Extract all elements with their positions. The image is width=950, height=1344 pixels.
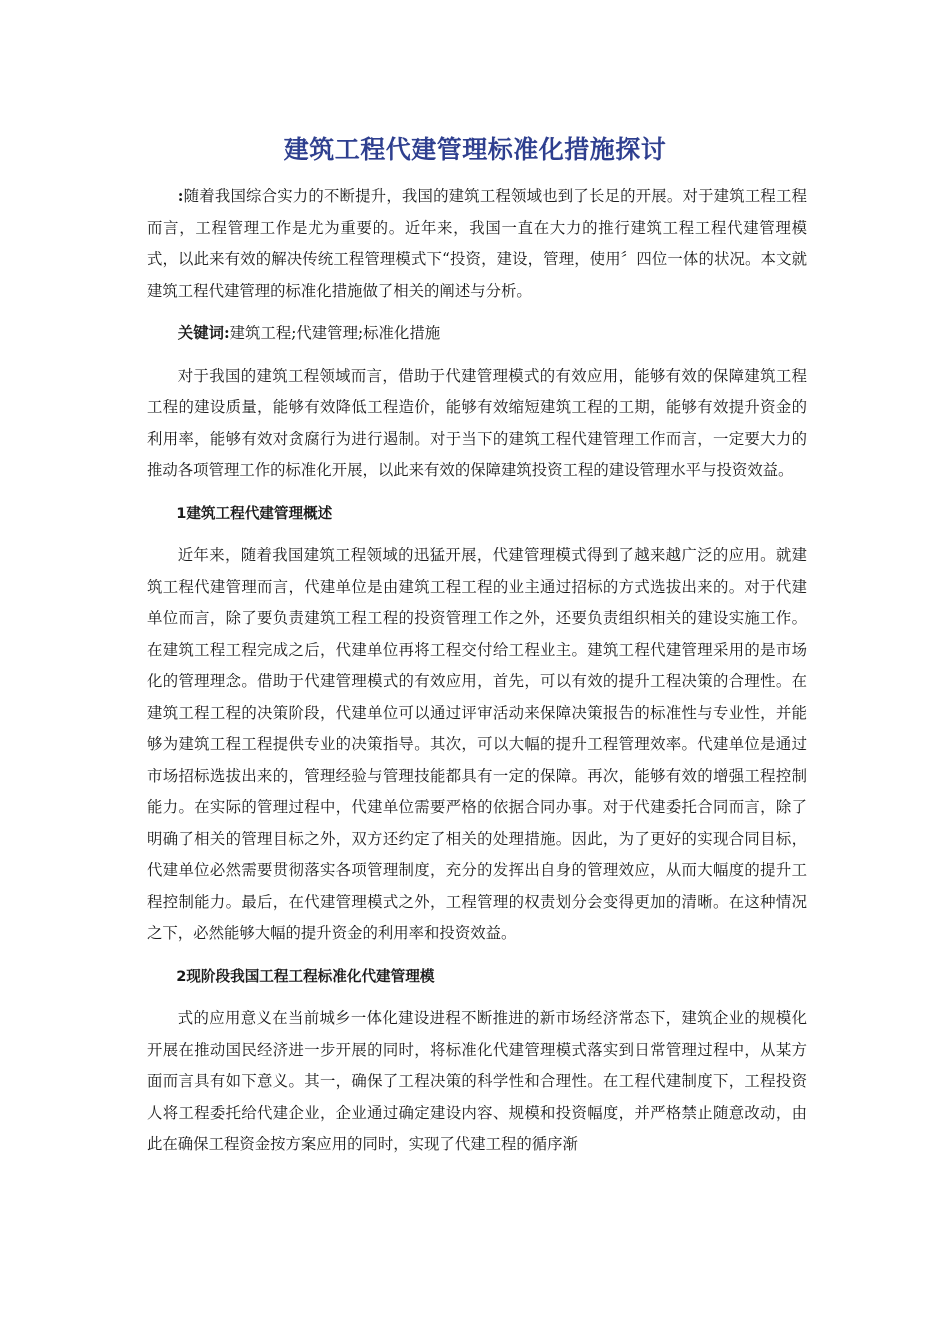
section-1-heading: 1建筑工程代建管理概述 [176,504,333,522]
keywords-text: 建筑工程;代建管理;标准化措施 [229,324,441,342]
abstract-paragraph [147,181,807,307]
keywords-label: 关键词: [177,324,230,342]
section-2-heading: 2现阶段我国工程工程标准化代建管理模 [176,967,435,985]
keywords-paragraph [147,318,807,350]
abstract-text: 随着我国综合实力的不断提升，我国的建筑工程领域也到了长足的开展。对于建筑工程工程而言，工程管理工作是尤为重要的。近年来，我国一直在大力的推行建筑工程工程代建管理模式，以此来有效的解决传统工程管理模式下“投资，建设，管理，使用〞四位一体的状况。本文就建筑工程代建管理的标准化措施做了相关的阐述与分析。 [147,187,807,300]
section-1-paragraph: 近年来，随着我国建筑工程领域的迅猛开展，代建管理模式得到了越来越广泛的应用。就建筑工程代建管理而言，代建单位是由建筑工程工程的业主通过招标的方式选拔出来的。对于代建单位而言，除了要负责建筑工程工程的投资管理工作之外，还要负责组织相关的建设实施工作。在建筑工程工程完成之后，代建单位再将工程交付给工程业主。建筑工程代建管理采用的是市场化的管理理念。借助于代建管理模式的有效应用，首先，可以有效的提升工程决策的合理性。在建筑工程工程的决策阶段，代建单位可以通过评审活动来保障决策报告的标准性与专业性，并能够为建筑工程工程提供专业的决策指导。其次，可以大幅的提升工程管理效率。代建单位是通过市场招标选拔出来的，管理经验与管理技能都具有一定的保障。再次，能够有效的增强工程控制能力。在实际的管理过程中，代建单位需要严格的依据合同办事。对于代建委托合同而言，除了明确了相关的管理目标之外，双方还约定了相关的处理措施。因此，为了更好的实现合同目标，代建单位必然需要贯彻落实各项管理制度，充分的发挥出自身的管理效应，从而大幅度的提升工程控制能力。最后，在代建管理模式之外，工程管理的权责划分会变得更加的清晰。在这种情况之下，必然能够大幅的提升资金的利用率和投资效益。 [147,546,807,942]
page-title: 建筑工程代建管理标准化措施探讨 [283,135,667,164]
abstract-label: : [177,187,184,205]
section-2-paragraph: 式的应用意义在当前城乡一体化建设进程不断推进的新市场经济常态下，建筑企业的规模化开展在推动国民经济进一步开展的同时，将标准化代建管理模式落实到日常管理过程中，从某方面而言具有如下意义。其一，确保了工程决策的科学性和合理性。在工程代建制度下，工程投资人将工程委托给代建企业，企业通过确定建设内容、规模和投资幅度，并严格禁止随意改动，由此在确保工程资金按方案应用的同时，实现了代建工程的循序渐 [147,1009,807,1153]
intro-paragraph: 对于我国的建筑工程领域而言，借助于代建管理模式的有效应用，能够有效的保障建筑工程工程的建设质量，能够有效降低工程造价，能够有效缩短建筑工程的工期，能够有效提升资金的利用率，能够有效对贪腐行为进行遏制。对于当下的建筑工程代建管理工作而言，一定要大力的推动各项管理工作的标准化开展，以此来有效的保障建筑投资工程的建设管理水平与投资效益。 [147,366,807,479]
document-body [147,181,807,1161]
